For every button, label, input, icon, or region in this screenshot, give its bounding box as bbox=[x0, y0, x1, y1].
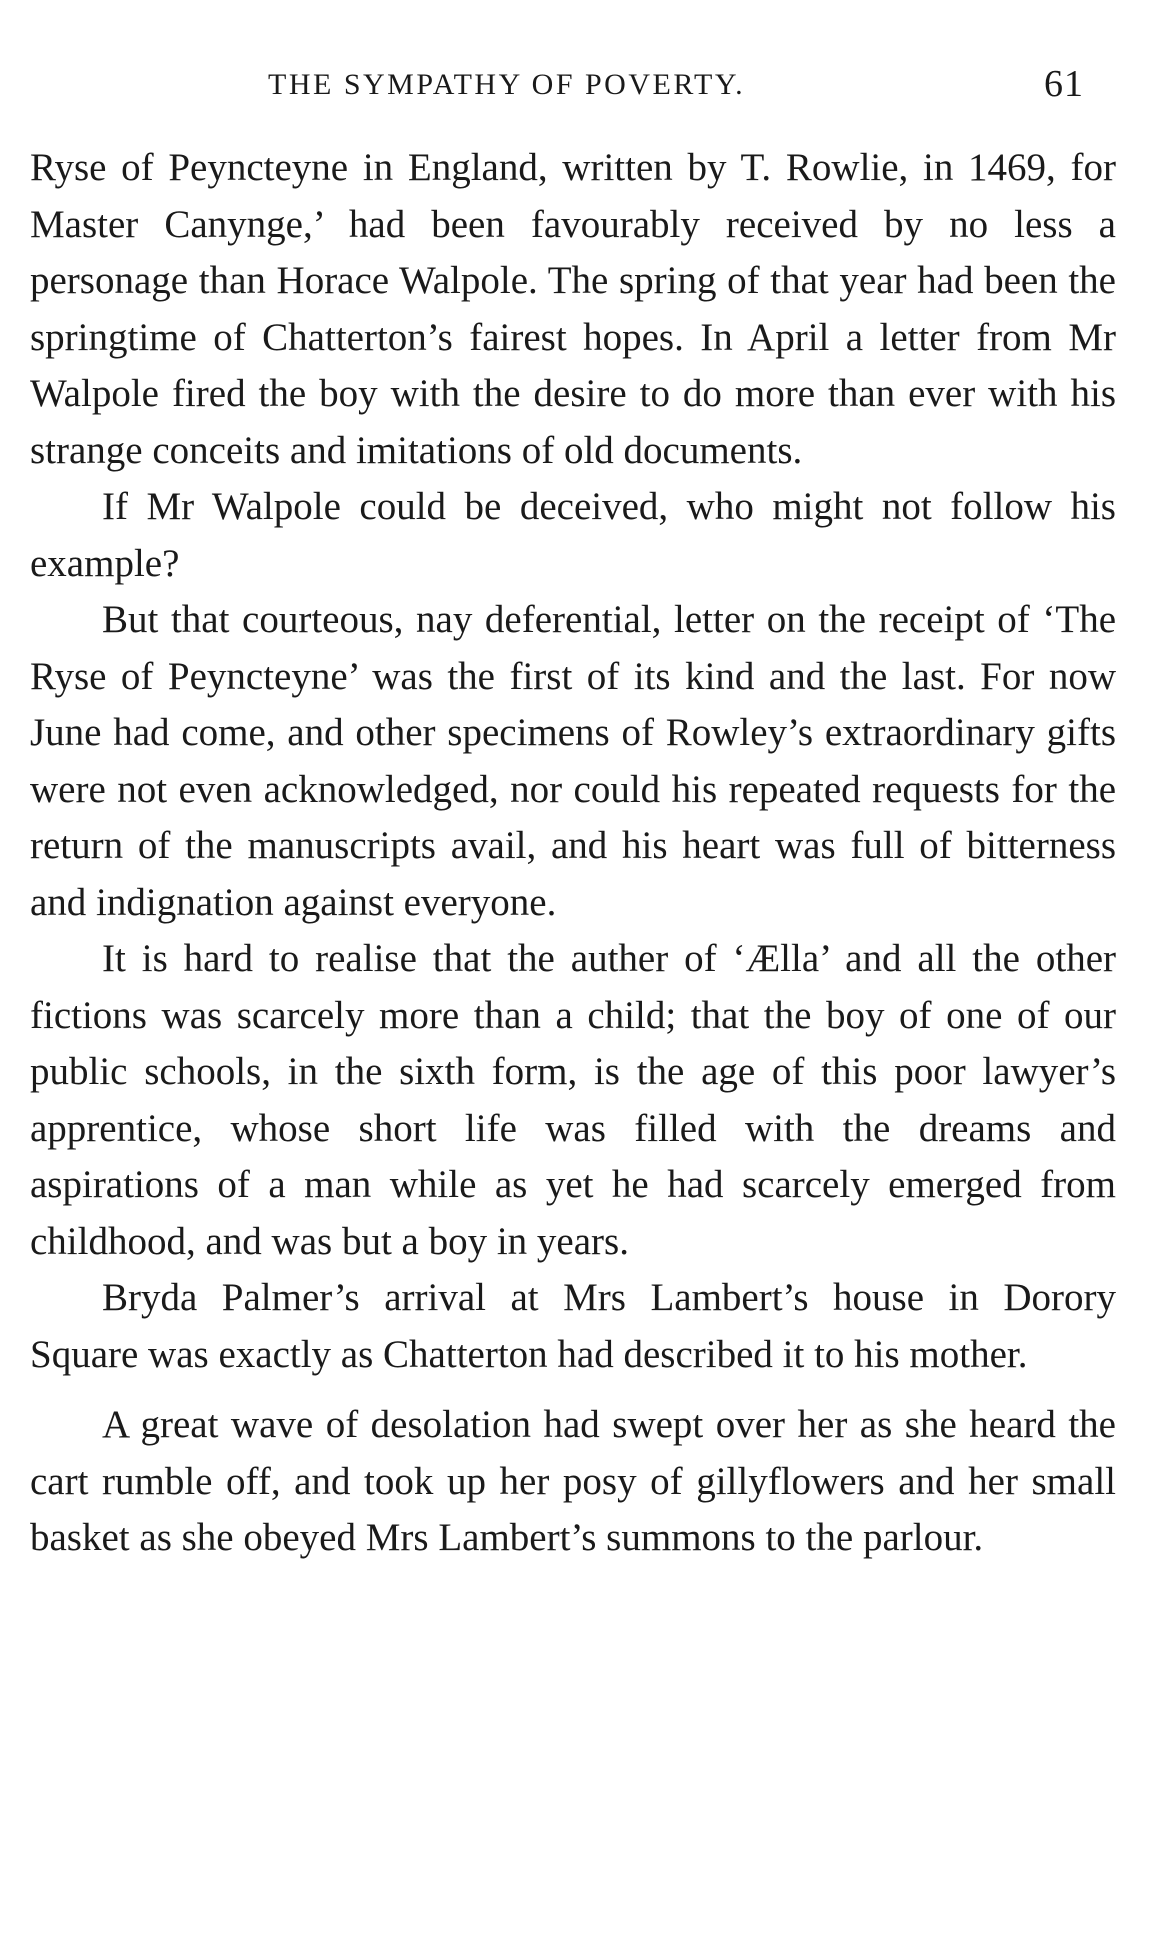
paragraph-continued: Ryse of Peyncteyne in England, written by T. Rowlie, in 1469, for Master Canynge,’ had been favourably received by no less a personage than Horace Walpole. The spring of that year had been the springtime of Chatterton’s fairest hopes. In April a letter from Mr Walpole fired the boy with the desire to do more than ever with his strange conceits and imitations of old documents. bbox=[30, 146, 1116, 472]
running-head bbox=[0, 62, 1165, 122]
page-number: 61 bbox=[1044, 63, 1084, 105]
body-text bbox=[30, 140, 1116, 1567]
paragraph: Bryda Palmer’s arrival at Mrs Lambert’s house in Dorory Square was exactly as Chatterton had described it to his mother. bbox=[30, 1276, 1116, 1376]
paragraph: It is hard to realise that the auther of ‘Ælla’ and all the other fictions was scarcely more than a child; that the boy of one of our public schools, in the sixth form, is the age of this poor lawyer’s apprentice, whose short life was filled with the dreams and aspirations of a man while as yet he had scarcely emerged from childhood, and was but a boy in years. bbox=[30, 937, 1116, 1263]
paragraph: A great wave of desolation had swept over her as she heard the cart rumble off, and took up her posy of gillyflowers and her small basket as she obeyed Mrs Lambert’s summons to the parlour. bbox=[30, 1403, 1116, 1559]
paragraph: But that courteous, nay deferential, letter on the receipt of ‘The Ryse of Peyncteyne’ was the first of its kind and the last. For now June had come, and other specimens of Rowley’s extraordinary gifts were not even acknowledged, nor could his repeated requests for the return of the manuscripts avail, and his heart was full of bitterness and indignation against everyone. bbox=[30, 598, 1116, 924]
paragraph: If Mr Walpole could be deceived, who might not follow his example? bbox=[30, 485, 1116, 585]
running-title: THE SYMPATHY OF POVERTY. bbox=[268, 68, 746, 101]
